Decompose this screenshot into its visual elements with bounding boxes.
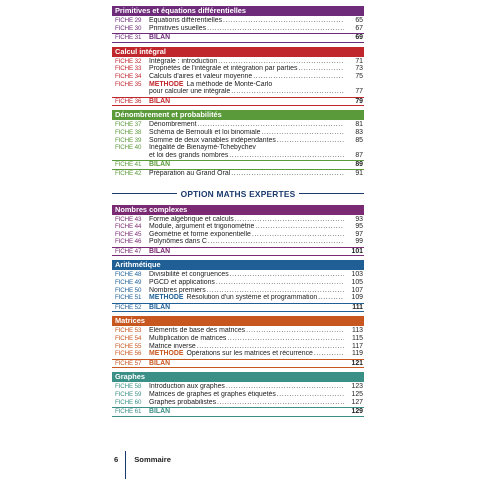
entry-title-text: Préparation au Grand Oral [149, 169, 231, 177]
fiche-number: FICHE 57 [115, 359, 142, 367]
entry-title-wrap [149, 25, 344, 33]
leader-dots [230, 170, 344, 178]
fiche-number: FICHE 36 [115, 97, 142, 105]
entry-page: 115 [352, 335, 363, 343]
leader-dots [215, 279, 344, 287]
entry-title-wrap [149, 335, 344, 343]
entry-title-wrap [149, 81, 344, 89]
toc-entry[interactable] [112, 58, 364, 66]
entry-title-text: BILAN [149, 303, 171, 311]
entry-title [149, 327, 245, 335]
fiche-number: FICHE 59 [115, 391, 142, 398]
entry-title-wrap [149, 399, 344, 407]
leader-dots [297, 65, 344, 73]
fiche-number: FICHE 46 [115, 238, 142, 246]
entry-title [149, 248, 170, 256]
fiche-number: FICHE 50 [115, 286, 142, 294]
toc-entry[interactable] [112, 399, 364, 407]
toc-entry[interactable] [112, 350, 364, 358]
entry-title-text: Opérations sur les matrices et récurrence [186, 350, 313, 358]
entry-page: 105 [351, 279, 363, 287]
entry-title-wrap [149, 216, 344, 224]
entry-title-wrap [149, 137, 344, 145]
bilan-entry[interactable] [112, 97, 364, 107]
leader-dots [230, 88, 344, 96]
section-header: Graphes [112, 372, 364, 382]
entry-title [149, 144, 256, 152]
entry-title [149, 73, 252, 81]
entry-title-wrap [149, 34, 344, 42]
toc-entry[interactable] [112, 65, 364, 73]
entry-page: 83 [355, 128, 363, 136]
fiche-number: FICHE 35 [115, 80, 142, 88]
entry-page: 101 [351, 247, 363, 255]
toc-entry-continuation[interactable] [112, 88, 364, 96]
entry-title [149, 216, 234, 224]
entry-page: 87 [355, 151, 363, 159]
entry-page: 89 [355, 161, 363, 169]
fiche-number: FICHE 60 [115, 398, 142, 406]
leader-dots [197, 121, 345, 129]
entry-title-wrap [149, 304, 344, 312]
entry-title-wrap [149, 161, 344, 169]
entry-page: 117 [352, 342, 363, 350]
methode-label: MÉTHODE [149, 80, 184, 88]
section-entries [112, 120, 364, 177]
entry-title-text: Intégrale : introduction [149, 57, 218, 65]
toc-entry[interactable] [112, 73, 364, 81]
fiche-number: FICHE 56 [115, 350, 142, 358]
entry-title-text: Propriétés de l'intégrale et intégration par parties [149, 65, 298, 73]
entry-title [149, 81, 272, 89]
entry-title-text: Module, argument et trigonométrie [149, 223, 255, 231]
entry-title-wrap [149, 360, 344, 368]
fiche-number: FICHE 30 [115, 24, 142, 32]
bilan-entry[interactable] [112, 359, 364, 369]
fiche-number: FICHE 34 [115, 72, 142, 80]
leader-dots [228, 152, 344, 160]
entry-title-wrap [149, 383, 344, 391]
entry-title-continuation: et loi des grands nombres [149, 151, 229, 159]
entry-title-text: Introduction aux graphes [149, 383, 225, 391]
bilan-entry[interactable] [112, 303, 364, 313]
entry-title-wrap [149, 144, 344, 152]
entry-title [149, 399, 216, 407]
entry-title [149, 271, 229, 279]
entry-title [149, 343, 196, 351]
entry-title-text: Graphes probabilistes [149, 398, 217, 406]
entry-title [149, 408, 170, 416]
toc-entry[interactable] [112, 383, 364, 391]
entry-title-wrap [149, 391, 344, 399]
entry-title-wrap [149, 350, 344, 358]
bilan-entry[interactable] [112, 247, 364, 257]
entry-title-text: PGCD et applications [149, 279, 215, 287]
entry-title-wrap [149, 279, 344, 287]
entry-title-text: Forme algébrique et calculs [149, 215, 234, 223]
bilan-entry[interactable] [112, 33, 364, 43]
toc-entry[interactable] [112, 216, 364, 224]
entry-title [149, 65, 297, 73]
entry-title-wrap [149, 65, 344, 73]
fiche-number: FICHE 38 [115, 128, 142, 136]
entry-title-text: BILAN [149, 247, 171, 255]
toc-entry[interactable] [112, 17, 364, 25]
sections-bottom [112, 205, 364, 417]
entry-title [149, 383, 225, 391]
toc-entry[interactable] [112, 279, 364, 287]
entry-title [149, 121, 197, 129]
entry-title-text: BILAN [149, 408, 171, 416]
fiche-number: FICHE 43 [115, 215, 142, 223]
leader-dots [217, 58, 344, 66]
entry-title-text: Équations différentielles [149, 17, 223, 24]
entry-page: 111 [352, 303, 363, 311]
entry-title-continuation: pour calculer une intégrale [149, 88, 231, 96]
entry-title-text: Géométrie et forme exponentielle [149, 230, 251, 238]
entry-title [149, 137, 276, 145]
entry-page: 71 [355, 57, 363, 65]
toc-section [112, 372, 364, 416]
entry-title-text: La méthode de Monte-Carlo [186, 80, 273, 88]
entry-title-wrap [149, 98, 344, 106]
entry-title-wrap [149, 121, 344, 129]
table-of-contents [112, 6, 364, 421]
entry-page: 69 [355, 34, 363, 42]
fiche-number: FICHE 49 [115, 279, 142, 287]
toc-section [112, 6, 364, 43]
methode-label: MÉTHODE [149, 350, 184, 358]
entry-title-text: BILAN [149, 359, 171, 367]
leader-dots [206, 287, 344, 295]
toc-entry[interactable] [112, 137, 364, 145]
entry-title [149, 58, 217, 66]
fiche-number: FICHE 54 [115, 335, 142, 343]
toc-entry[interactable] [112, 81, 364, 89]
fiche-number: FICHE 39 [115, 136, 142, 144]
entry-title [149, 25, 206, 33]
fiche-number: FICHE 55 [115, 342, 142, 350]
section-header: Nombres complexes [112, 205, 364, 215]
entry-title-text: Somme de deux variables indépendantes [149, 136, 276, 144]
entry-title [149, 360, 170, 368]
entry-title [149, 350, 313, 358]
toc-entry[interactable] [112, 144, 364, 152]
entry-page: 65 [355, 17, 363, 24]
fiche-number: FICHE 48 [115, 271, 142, 279]
section-header: Matrices [112, 316, 364, 326]
page-footer [114, 455, 171, 464]
entry-title [149, 129, 260, 137]
entry-title-text: Divisibilité et congruences [149, 271, 229, 279]
leader-dots [234, 216, 344, 224]
entry-page: 97 [355, 230, 363, 238]
fiche-number: FICHE 45 [115, 230, 142, 238]
entry-title-wrap [149, 17, 344, 25]
leader-dots [196, 343, 344, 351]
entry-page: 121 [351, 359, 363, 367]
entry-title-wrap [149, 343, 344, 351]
entry-title-wrap [149, 58, 344, 66]
toc-entry[interactable] [112, 121, 364, 129]
entry-title-wrap [149, 327, 344, 335]
leader-dots [222, 17, 344, 25]
section-header: Calcul intégral [112, 47, 364, 57]
entry-title [149, 335, 226, 343]
heading-rule-right [299, 193, 364, 194]
entry-title-text: Inégalité de Bienaymé-Tchebychev [149, 144, 256, 152]
entry-page: 109 [351, 294, 363, 302]
fiche-number: FICHE 31 [115, 34, 142, 42]
entry-title [149, 161, 170, 169]
entry-page: 99 [355, 238, 363, 246]
toc-entry[interactable] [112, 294, 364, 302]
entry-page: 73 [355, 65, 363, 73]
leader-dots [206, 25, 344, 33]
toc-entry[interactable] [112, 25, 364, 33]
toc-entry[interactable] [112, 391, 364, 399]
page-number: 6 [114, 455, 119, 464]
entry-title [149, 34, 170, 42]
toc-section [112, 316, 364, 368]
entry-title-text: Matrice inverse [149, 342, 196, 350]
entry-page: 85 [355, 136, 363, 144]
entry-title-text: Calculs d'aires et valeur moyenne [149, 72, 253, 80]
entry-page: 79 [355, 97, 363, 105]
entry-title-wrap [149, 88, 344, 96]
toc-entry[interactable] [112, 170, 364, 178]
footer-label: Sommaire [134, 455, 171, 464]
entry-page: 95 [355, 223, 363, 231]
entry-title-wrap [149, 170, 344, 178]
toc-entry[interactable] [112, 129, 364, 137]
toc-entry[interactable] [112, 327, 364, 335]
entry-page: 75 [355, 72, 363, 80]
leader-dots [251, 231, 344, 239]
fiche-number: FICHE 40 [115, 144, 142, 152]
fiche-number: FICHE 51 [115, 294, 142, 302]
entry-title-text: Résolution d'un système et programmation [186, 294, 318, 302]
footer-divider [125, 451, 126, 479]
fiche-number: FICHE 53 [115, 327, 142, 335]
entry-page: 91 [355, 169, 363, 177]
toc-section [112, 260, 364, 312]
leader-dots [276, 391, 344, 399]
entry-title-text: Polynômes dans C [149, 238, 207, 246]
section-entries [112, 382, 364, 416]
leader-dots [313, 350, 344, 358]
entry-title-text: Éléments de base des matrices [149, 327, 246, 335]
fiche-number: FICHE 44 [115, 223, 142, 231]
section-entries [112, 57, 364, 107]
bilan-entry[interactable] [112, 407, 364, 417]
leader-dots [245, 327, 344, 335]
entry-page: 123 [351, 383, 363, 391]
entry-title-wrap [149, 231, 344, 239]
entry-title [149, 170, 230, 178]
entry-title [149, 17, 222, 25]
leader-dots [252, 73, 344, 81]
entry-title-wrap [149, 287, 344, 295]
entry-title-text: Dénombrement [149, 121, 197, 129]
entry-title-wrap [149, 248, 344, 256]
entry-title [149, 238, 207, 246]
toc-section [112, 47, 364, 107]
leader-dots [260, 129, 344, 137]
entry-page: 93 [355, 215, 363, 223]
entry-title [149, 294, 317, 302]
toc-entry[interactable] [112, 271, 364, 279]
entry-title-text: Nombres premiers [149, 286, 206, 294]
fiche-number: FICHE 47 [115, 247, 142, 255]
fiche-number: FICHE 33 [115, 65, 142, 73]
entry-title-text: Matrices de graphes et graphes étiquetés [149, 391, 276, 398]
entry-title-wrap [149, 152, 344, 160]
toc-entry[interactable] [112, 287, 364, 295]
entry-page: 127 [351, 398, 363, 406]
toc-entry[interactable] [112, 223, 364, 231]
section-entries [112, 326, 364, 368]
option-heading [112, 189, 364, 199]
methode-label: MÉTHODE [149, 294, 184, 302]
entry-title-wrap [149, 129, 344, 137]
entry-title-text: Schéma de Bernoulli et loi binomiale [149, 128, 261, 136]
entry-title-text: BILAN [149, 97, 171, 105]
entry-title [149, 304, 170, 312]
bilan-entry[interactable] [112, 160, 364, 170]
section-header: Arithmétique [112, 260, 364, 270]
toc-entry[interactable] [112, 343, 364, 351]
entry-title-text: Multiplication de matrices [149, 335, 227, 343]
entry-title-text: BILAN [149, 34, 171, 42]
entry-page: 103 [351, 271, 363, 279]
entry-title-text: BILAN [149, 161, 171, 169]
entry-page: 77 [355, 88, 363, 96]
toc-entry[interactable] [112, 231, 364, 239]
leader-dots [207, 238, 344, 246]
entry-title [149, 223, 254, 231]
entry-page: 129 [351, 408, 363, 416]
option-title: OPTION MATHS EXPERTES [180, 188, 296, 199]
section-entries [112, 16, 364, 43]
entry-page: 125 [351, 391, 363, 398]
entry-title [149, 98, 170, 106]
section-entries [112, 270, 364, 312]
leader-dots [229, 271, 344, 279]
entry-title [149, 231, 251, 239]
entry-page: 113 [352, 327, 363, 335]
entry-page: 119 [352, 350, 363, 358]
toc-entry[interactable] [112, 335, 364, 343]
heading-rule-left [112, 193, 177, 194]
fiche-number: FICHE 52 [115, 303, 142, 311]
entry-page: 81 [355, 121, 363, 129]
toc-entry[interactable] [112, 238, 364, 246]
section-entries [112, 215, 364, 257]
entry-title [149, 279, 215, 287]
entry-page: 107 [351, 286, 363, 294]
fiche-number: FICHE 61 [115, 408, 142, 416]
entry-title [149, 287, 206, 295]
fiche-number: FICHE 58 [115, 383, 142, 391]
toc-entry-continuation[interactable] [112, 152, 364, 160]
leader-dots [276, 137, 344, 145]
sections-top [112, 6, 364, 178]
leader-dots [226, 335, 344, 343]
entry-title-wrap [149, 294, 344, 302]
entry-title-text: Primitives usuelles [149, 24, 207, 32]
fiche-number: FICHE 37 [115, 121, 142, 129]
leader-dots [254, 223, 344, 231]
toc-section [112, 110, 364, 177]
fiche-number: FICHE 29 [115, 17, 142, 24]
entry-page: 67 [355, 24, 363, 32]
fiche-number: FICHE 32 [115, 57, 142, 65]
fiche-number: FICHE 41 [115, 161, 142, 169]
entry-title-wrap [149, 238, 344, 246]
entry-title-wrap [149, 408, 344, 416]
toc-section [112, 205, 364, 257]
leader-dots [225, 383, 344, 391]
entry-title-wrap [149, 73, 344, 81]
entry-title-wrap [149, 271, 344, 279]
section-header: Primitives et équations différentielles [112, 6, 364, 16]
section-header: Dénombrement et probabilités [112, 110, 364, 120]
entry-title [149, 391, 276, 399]
entry-title-wrap [149, 223, 344, 231]
leader-dots [216, 399, 344, 407]
leader-dots [317, 294, 344, 302]
fiche-number: FICHE 42 [115, 169, 142, 177]
